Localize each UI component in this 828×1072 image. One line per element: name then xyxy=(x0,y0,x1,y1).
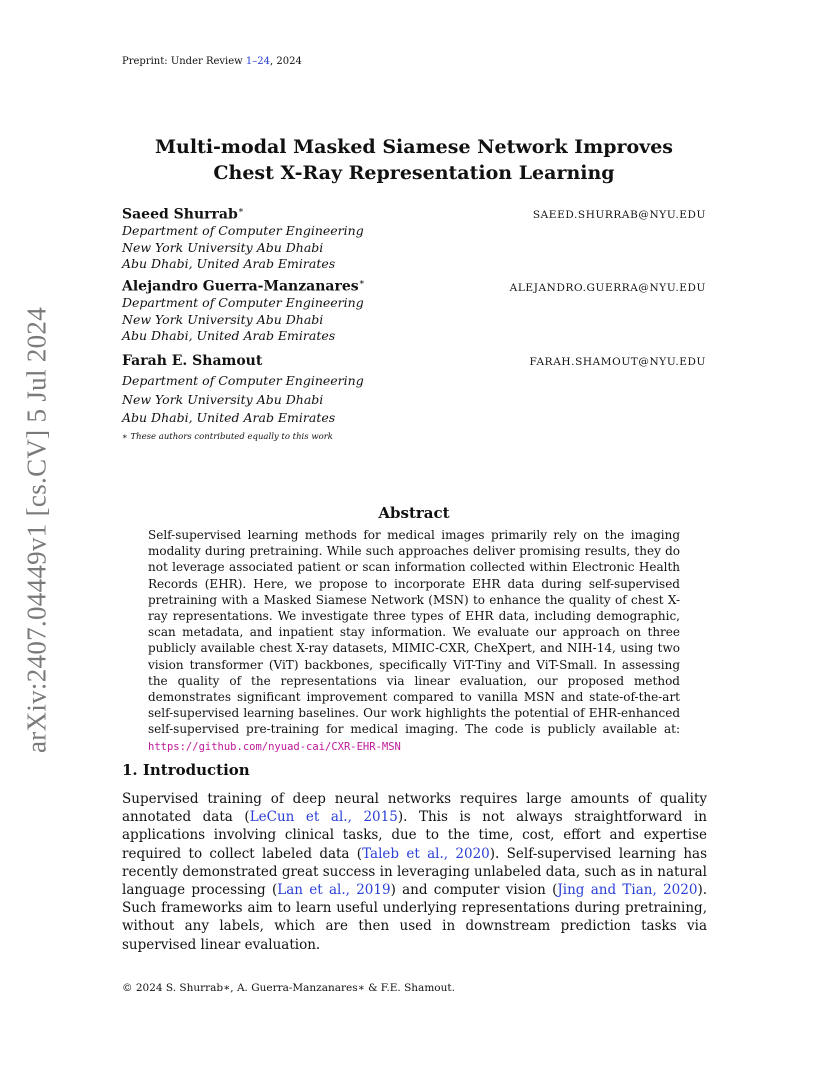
abstract-heading: Abstract xyxy=(378,504,450,522)
code-url-link[interactable]: https://github.com/nyuad-cai/CXR-EHR-MSN xyxy=(148,740,401,753)
author-email[interactable]: SAEED.SHURRAB@NYU.EDU xyxy=(532,209,706,221)
running-header: Preprint: Under Review 1–24, 2024 xyxy=(122,56,302,67)
author-affiliation: Department of Computer Engineering New York University Abu Dhabi Abu Dhabi, United Arab Emirates xyxy=(122,295,364,343)
author-name: Saeed Shurrab∗ xyxy=(122,206,244,223)
author-affiliation: Department of Computer Engineering New York University Abu Dhabi Abu Dhabi, United Arab Emirates xyxy=(122,223,364,271)
introduction-body: Supervised training of deep neural networks requires large amounts of quality annotated data (LeCun et al., 2015). This is not always straightforward in applications involving clinical tasks, due to the time, cost, effort and expertise required to collect labeled data (Taleb et al., 2020). Self-supervised learning has recently demonstrated great success in leveraging unlabeled data, such as in natural language processing (Lan et al., 2019) and computer vision (Jing and Tian, 2020). Such frameworks aim to learn useful underlying representations during pretraining, without any labels, which are then used in downstream prediction tasks via supervised linear evaluation. xyxy=(122,791,708,953)
citation-link[interactable]: Taleb et al., 2020 xyxy=(362,845,490,862)
author-name: Alejandro Guerra-Manzanares∗ xyxy=(122,278,365,295)
author-name: Farah E. Shamout xyxy=(122,353,263,369)
copyright-footer: © 2024 S. Shurrab∗, A. Guerra-Manzanares∗ & F.E. Shamout. xyxy=(122,982,455,994)
abstract-body: Self-supervised learning methods for medical images primarily rely on the imaging modality during pretraining. While such approaches deliver promising results, they do not leverage associated patient or scan information collected within Electronic Health Records (EHR). Here, we propose to incorporate EHR data during self-supervised pretraining with a Masked Siamese Network (MSN) to enhance the quality of chest X-ray representations. We investigate three types of EHR data, including demographic, scan metadata, and inpatient stay information. We evaluate our approach on three publicly available chest X-ray datasets, MIMIC-CXR, CheXpert, and NIH-14, using two vision transformer (ViT) backbones, specifically ViT-Tiny and ViT-Small. In assessing the quality of the representations via linear evaluation, our proposed method demonstrates significant improvement compared to vanilla MSN and state-of-the-art self-supervised learning baselines. Our work highlights the potential of EHR-enhanced self-supervised pre-training for medical imaging. The code is publicly available at: https://github.com/nyuad-cai/CXR-EHR-MSN xyxy=(148,528,680,753)
author-affiliation: Department of Computer Engineering New York University Abu Dhabi Abu Dhabi, United Arab Emirates xyxy=(122,373,364,425)
citation-link[interactable]: Jing and Tian, 2020 xyxy=(557,882,698,899)
section-heading: 1. Introduction xyxy=(122,761,250,779)
paper-title: Multi-modal Masked Siamese Network Improves Chest X-Ray Representation Learning xyxy=(154,136,674,184)
page-range-link[interactable]: 1–24 xyxy=(245,56,271,67)
equal-contribution-note: ∗ These authors contributed equally to this work xyxy=(122,432,333,442)
author-email[interactable]: ALEJANDRO.GUERRA@NYU.EDU xyxy=(509,282,706,294)
author-email[interactable]: FARAH.SHAMOUT@NYU.EDU xyxy=(529,356,706,368)
citation-link[interactable]: LeCun et al., 2015 xyxy=(249,809,398,826)
citation-link[interactable]: Lan et al., 2019 xyxy=(277,882,391,899)
